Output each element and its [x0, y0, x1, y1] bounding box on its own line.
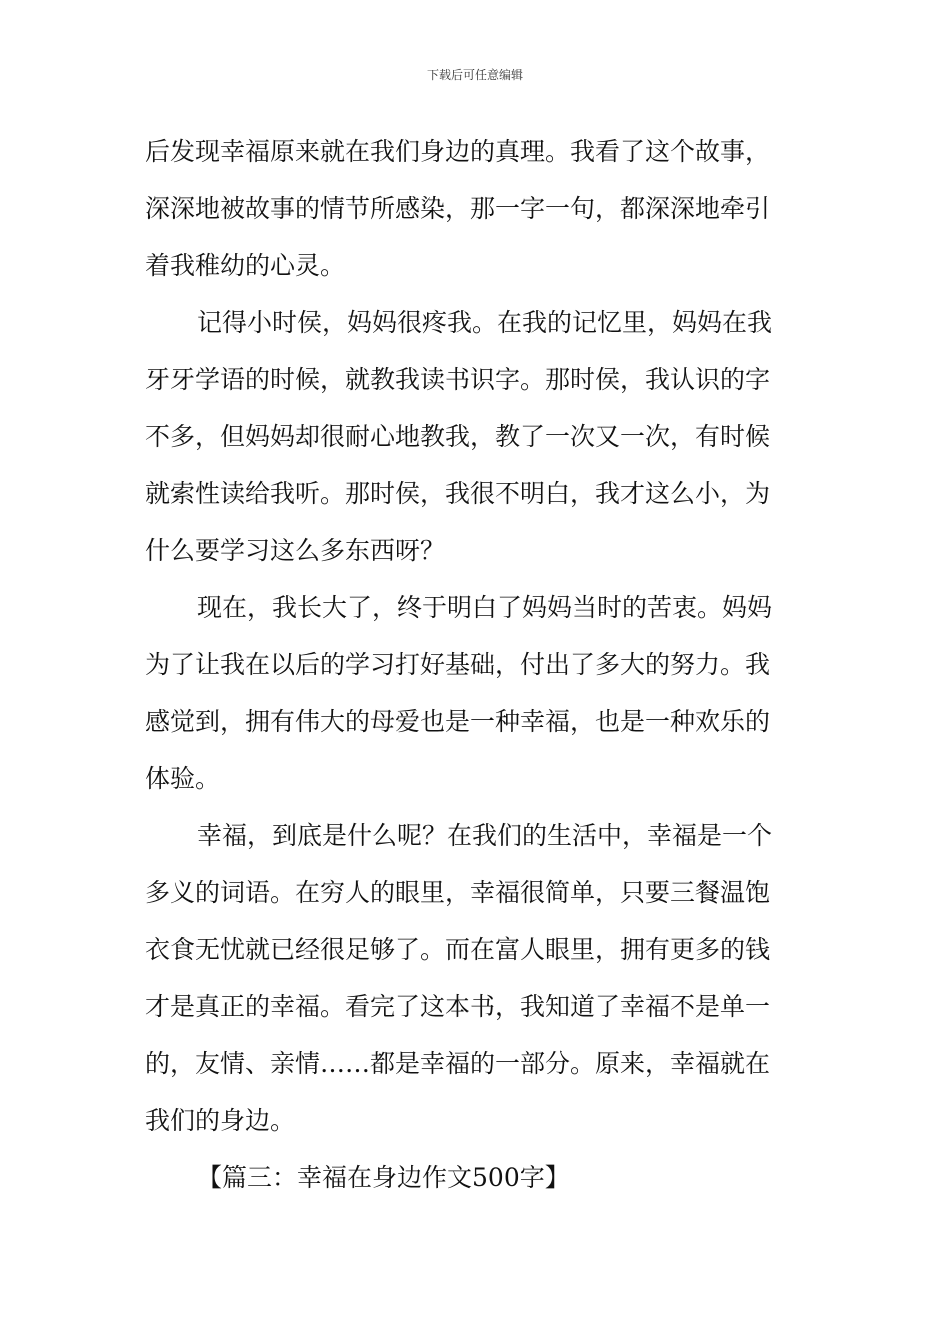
text-line: 的，友情、亲情……都是幸福的一部分。原来，幸福就在	[145, 1049, 771, 1078]
paragraph-start-line: 现在，我长大了，终于明白了妈妈当时的苦衷。妈妈	[197, 593, 773, 622]
text-line: 牙牙学语的时候，就教我读书识字。那时侯，我认识的字	[145, 365, 771, 394]
document-body	[145, 128, 810, 1211]
text-line: 为了让我在以后的学习打好基础，付出了多大的努力。我	[145, 650, 771, 679]
text-line: 体验。	[145, 764, 221, 793]
text-line: 深深地被故事的情节所感染，那一字一句，都深深地牵引	[145, 194, 771, 223]
text-line: 多义的词语。在穷人的眼里，幸福很简单，只要三餐温饱	[145, 878, 771, 907]
text-line: 才是真正的幸福。看完了这本书，我知道了幸福不是单一	[145, 992, 771, 1021]
paragraph-start-line: 记得小时侯，妈妈很疼我。在我的记忆里，妈妈在我	[197, 308, 773, 337]
text-line: 感觉到，拥有伟大的母爱也是一种幸福，也是一种欢乐的	[145, 707, 771, 736]
text-line: 什么要学习这么多东西呀？	[145, 536, 446, 565]
section-heading: 【篇三：幸福在身边作文500字】	[197, 1163, 570, 1192]
text-line: 着我稚幼的心灵。	[145, 251, 346, 280]
page-header: 下载后可任意编辑	[426, 68, 523, 82]
text-line: 衣食无忧就已经很足够了。而在富人眼里，拥有更多的钱	[145, 935, 771, 964]
text-line: 就索性读给我听。那时侯，我很不明白，我才这么小，为	[145, 479, 771, 508]
text-line: 不多，但妈妈却很耐心地教我，教了一次又一次，有时候	[145, 422, 771, 451]
paragraph-start-line: 幸福，到底是什么呢？在我们的生活中，幸福是一个	[197, 821, 773, 850]
text-line: 我们的身边。	[145, 1106, 296, 1135]
text-line: 后发现幸福原来就在我们身边的真理。我看了这个故事，	[145, 137, 771, 166]
